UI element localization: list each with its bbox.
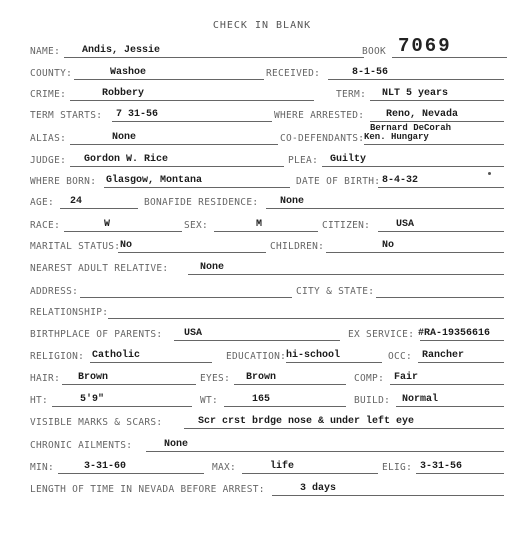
religion-value: Catholic <box>92 350 141 361</box>
judge-value: Gordon W. Rice <box>84 154 169 165</box>
sex-value: M <box>256 219 263 230</box>
co-defendants-value-2: Ken. Hungary <box>364 132 429 142</box>
visible-marks-row <box>30 417 504 435</box>
occ-value: Rancher <box>422 350 465 361</box>
ht-label: HT: <box>30 395 49 406</box>
religion-label: RELIGION: <box>30 351 85 362</box>
wt-line <box>224 406 346 407</box>
comp-label: COMP: <box>354 373 385 384</box>
ex-service-line <box>420 340 504 341</box>
nearest-relative-value: None <box>200 262 225 273</box>
marital-status-line <box>118 252 266 253</box>
min-line <box>58 473 204 474</box>
alias-line <box>70 144 278 145</box>
term-label: TERM: <box>336 89 367 100</box>
crime-label: CRIME: <box>30 89 67 100</box>
nearest-relative-line <box>188 274 504 275</box>
children-line <box>326 252 504 253</box>
citizen-label: CITIZEN: <box>322 220 371 231</box>
age-row <box>30 197 504 215</box>
relationship-line <box>108 318 504 319</box>
sex-label: SEX: <box>184 220 209 231</box>
bonafide-residence-label: BONAFIDE RESIDENCE: <box>144 197 259 208</box>
plea-value: Guilty <box>330 154 367 165</box>
education-value: hi-school <box>286 350 341 361</box>
marital-status-value: No <box>120 240 133 251</box>
judge-line <box>70 166 284 167</box>
city-state-line <box>376 297 504 298</box>
visible-marks-label: VISIBLE MARKS & SCARS: <box>30 417 163 428</box>
children-value: No <box>382 240 395 251</box>
bonafide-residence-value: None <box>280 196 305 207</box>
children-label: CHILDREN: <box>270 241 325 252</box>
dob-value: 8-4-32 <box>382 175 419 186</box>
hair-label: HAIR: <box>30 373 61 384</box>
hair-line <box>62 384 196 385</box>
chronic-ailments-label: CHRONIC AILMENTS: <box>30 440 133 451</box>
where-arrested-value: Reno, Nevada <box>386 109 459 120</box>
nearest-relative-label: NEAREST ADULT RELATIVE: <box>30 263 169 274</box>
judge-row <box>30 155 504 173</box>
alias-label: ALIAS: <box>30 133 67 144</box>
min-label: MIN: <box>30 462 55 473</box>
age-line <box>60 208 138 209</box>
crime-row <box>30 89 504 107</box>
address-row <box>30 286 504 304</box>
relationship-row <box>30 307 504 325</box>
length-in-nevada-line <box>272 495 504 496</box>
nearest-relative-row <box>30 263 504 281</box>
crime-line <box>70 100 314 101</box>
ex-service-value: #RA-19356616 <box>418 328 491 339</box>
where-born-value: Glasgow, Montana <box>106 175 203 186</box>
citizen-line <box>378 231 504 232</box>
education-line <box>286 362 382 363</box>
visible-marks-line <box>184 428 504 429</box>
race-row <box>30 220 504 238</box>
term-line <box>370 100 504 101</box>
citizen-value: USA <box>396 219 415 230</box>
wt-label: WT: <box>200 395 219 406</box>
where-born-line <box>104 187 290 188</box>
age-value: 24 <box>70 196 83 207</box>
crime-value: Robbery <box>102 88 145 99</box>
county-row <box>30 68 504 86</box>
term-starts-label: TERM STARTS: <box>30 110 103 121</box>
occ-label: OCC: <box>388 351 413 362</box>
judge-label: JUDGE: <box>30 155 67 166</box>
ex-service-label: EX SERVICE: <box>348 329 415 340</box>
county-value: Washoe <box>110 67 147 78</box>
comp-line <box>390 384 504 385</box>
book-number: 7069 <box>398 35 452 57</box>
co-defendants-label: CO-DEFENDANTS: <box>280 133 365 144</box>
elig-value: 3-31-56 <box>420 461 463 472</box>
where-arrested-line <box>370 121 504 122</box>
race-value: W <box>104 219 111 230</box>
plea-label: PLEA: <box>288 155 319 166</box>
book-line <box>392 57 507 58</box>
bonafide-residence-line <box>266 208 504 209</box>
co-defendants-line <box>364 144 504 145</box>
hair-row <box>30 373 504 391</box>
received-value: 8-1-56 <box>352 67 389 78</box>
alias-row <box>30 123 504 151</box>
comp-value: Fair <box>394 372 419 383</box>
chronic-ailments-value: None <box>164 439 189 450</box>
term-starts-value: 7 31-56 <box>116 109 159 120</box>
received-label: RECEIVED: <box>266 68 321 79</box>
relationship-label: RELATIONSHIP: <box>30 307 109 318</box>
wt-value: 165 <box>252 394 271 405</box>
visible-marks-value: Scr crst brdge nose & under left eye <box>198 416 415 427</box>
name-label: NAME: <box>30 46 61 57</box>
min-value: 3-31-60 <box>84 461 127 472</box>
birthplace-parents-value: USA <box>184 328 203 339</box>
form-title: CHECK IN BLANK <box>212 20 312 31</box>
co-defendants-value-1: Bernard DeCorah <box>370 123 452 133</box>
marital-status-label: MARITAL STATUS: <box>30 241 121 252</box>
plea-line <box>322 166 504 167</box>
ht-value: 5'9" <box>80 394 105 405</box>
max-line <box>242 473 378 474</box>
dob-label: DATE OF BIRTH: <box>296 176 381 187</box>
birthplace-parents-label: BIRTHPLACE OF PARENTS: <box>30 329 163 340</box>
chronic-ailments-line <box>146 451 504 452</box>
sex-line <box>214 231 318 232</box>
alias-value: None <box>112 132 137 143</box>
eyes-value: Brown <box>246 372 277 383</box>
race-line <box>64 231 182 232</box>
book-label: BOOK <box>362 46 387 57</box>
where-born-row <box>30 176 504 194</box>
county-label: COUNTY: <box>30 68 73 79</box>
city-state-label: CITY & STATE: <box>296 286 375 297</box>
age-label: AGE: <box>30 197 55 208</box>
eyes-line <box>234 384 346 385</box>
where-arrested-label: WHERE ARRESTED: <box>274 110 365 121</box>
term-value: NLT 5 years <box>382 88 449 99</box>
length-in-nevada-label: LENGTH OF TIME IN NEVADA BEFORE ARREST: <box>30 484 265 495</box>
length-in-nevada-value: 3 days <box>300 483 337 494</box>
hair-value: Brown <box>78 372 109 383</box>
chronic-ailments-row <box>30 440 504 458</box>
occ-line <box>418 362 504 363</box>
religion-row <box>30 351 504 369</box>
build-label: BUILD: <box>354 395 391 406</box>
elig-line <box>416 473 504 474</box>
term-starts-line <box>112 121 272 122</box>
name-line <box>64 57 364 58</box>
max-value: life <box>270 461 295 472</box>
county-line <box>74 79 264 80</box>
length-in-nevada-row <box>30 484 504 502</box>
name-value: Andis, Jessie <box>82 45 161 56</box>
build-value: Normal <box>402 394 439 405</box>
min-row <box>30 462 504 480</box>
ht-line <box>52 406 192 407</box>
dob-line <box>378 187 504 188</box>
received-line <box>328 79 504 80</box>
ink-dot <box>488 172 491 175</box>
religion-line <box>90 362 212 363</box>
marital-row <box>30 241 504 259</box>
address-line <box>80 297 292 298</box>
birthplace-row <box>30 329 504 347</box>
birthplace-parents-line <box>174 340 340 341</box>
address-label: ADDRESS: <box>30 286 79 297</box>
where-born-label: WHERE BORN: <box>30 176 97 187</box>
eyes-label: EYES: <box>200 373 231 384</box>
ht-row <box>30 395 504 413</box>
race-label: RACE: <box>30 220 61 231</box>
elig-label: ELIG: <box>382 462 413 473</box>
build-line <box>396 406 504 407</box>
max-label: MAX: <box>212 462 237 473</box>
education-label: EDUCATION: <box>226 351 287 362</box>
